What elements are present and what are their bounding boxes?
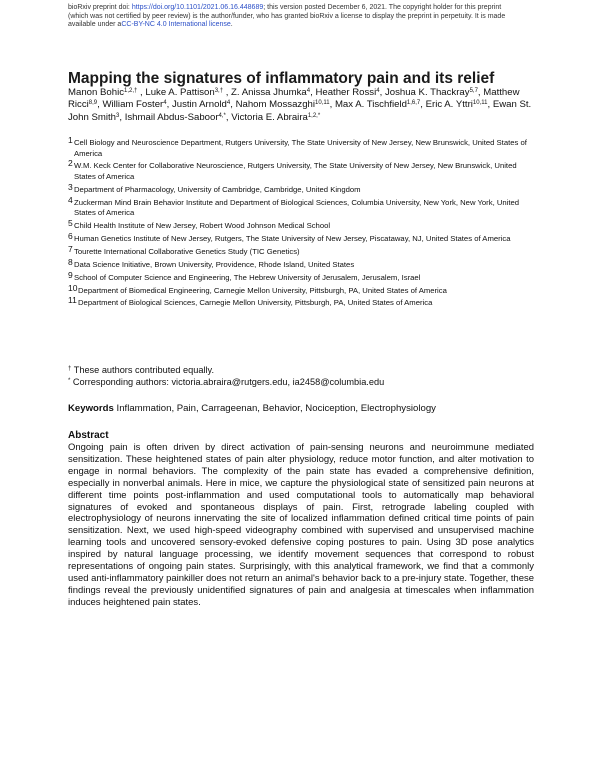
author: Z. Anissa Jhumka$^4$,: [231, 87, 316, 98]
keywords: [68, 403, 534, 415]
affiliation-text: Cell Biology and Neuroscience Department, Rutgers University, The State University of New Jersey, New Brunswick, United States of America: [74, 138, 527, 158]
author: Manon Bohic$^{1,2,\dagger}$ ,: [68, 87, 146, 98]
author: Matthew Ricci$^{8,9}$,: [68, 87, 520, 111]
abstract-heading: Abstract: [68, 430, 109, 441]
author-name: Heather Rossi: [315, 87, 377, 98]
author: [231, 112, 320, 123]
author-affiliation-sup: 3: [116, 112, 120, 119]
header-line-1: bioRxiv preprint doi: https://doi.org/10.1101/2021.06.16.448689; this version posted December 6, 2021. The copyright holder for this preprint: [68, 4, 502, 11]
affiliation-number: 6: [68, 230, 73, 241]
affiliation-number: 10: [68, 282, 78, 293]
affiliation: [68, 135, 534, 159]
paper-title: Mapping the signatures of inflammatory pain and its relief: [68, 70, 495, 87]
doi-link[interactable]: https://doi.org/10.1101/2021.06.16.448689: [131, 4, 264, 11]
author-affiliation-sup: 10,11: [472, 100, 488, 107]
affiliation-text: School of Computer Science and Engineering, The Hebrew University of Jerusalem, Jerusalem, Israel: [74, 272, 421, 282]
affiliation: [68, 218, 534, 232]
corresponding-authors-note: * Corresponding authors: victoria.abraira@rutgers.edu, ia2458@columbia.edu: [68, 377, 385, 387]
preprint-header: [68, 4, 538, 30]
author-name: Nahom Mossazghi: [235, 99, 316, 111]
author: Heather Rossi$^4$,: [315, 87, 385, 98]
affiliation-text: Data Science Initiative, Brown University, Providence, Rhode Island, United States: [74, 259, 355, 269]
author-name: Eric A. Yttri: [425, 99, 473, 111]
affiliation-number: 9: [68, 269, 73, 280]
affiliation-number: 3: [68, 181, 73, 192]
author: Eric A. Yttri$^{10,11}$,: [425, 99, 493, 111]
affiliation-number: 2: [68, 158, 73, 169]
affiliation: [68, 230, 534, 245]
author-name: William Foster: [102, 99, 164, 111]
author-affiliation-sup: 8,9: [88, 100, 98, 107]
author-affiliation-sup: 4: [163, 100, 167, 107]
author-affiliation-sup: 4: [226, 100, 231, 107]
abstract-text: Ongoing pain is often driven by direct activation of pain-sensing neurons and neuroimmune mediated sensitization. These heightened states of pain alter physiology, reduce motor function, and alter motivation to engage in normal behaviors. The complexity of the pain state has evaded a comprehensive definition, especially in nonverbal animals. Here in mice, we capture the physiological state of sensitized pain neurons at different time points post-inflammation and used computational tools to automatically map behavioral signatures of evoked and spontaneous displays of pain. First, retrograde labeling coupled with electrophysiology of neurons innervating the site of localized inflammation defined critical time points of pain sensitization. Next, we used high-speed videography combined with supervised and unsupervised machine learning tools and uncovered sensory-evoked defensive coping postures to pain. Using 3D pose analytics inspired by natural language processing, we identify movement sequences that correspond to robust representations of ongoing pain states. Surprisingly, with this analytical framework, we find that a commonly used anti-inflammatory painkiller does not return an animal's behavior back to a pre-injury state. Together, these findings reveal the previously unidentified signatures of pain and analgesia at timescales when inflammation induces heightened pain states.: [68, 442, 534, 608]
author-name: Manon Bohic: [68, 87, 124, 98]
affiliation-number: 11: [68, 295, 77, 306]
author-affiliation-sup: 1,2,*: [307, 112, 321, 119]
author: Joshua K. Thackray$^{5,7}$,: [384, 87, 484, 98]
author: Ishmail Abdus-Saboor$^{4,*}$,: [124, 111, 232, 123]
author-notes: [68, 364, 534, 388]
author: Max A. Tischfield$^{1,6,7}$,: [334, 99, 426, 111]
affiliation-text: Department of Biological Sciences, Carnegie Mellon University, Pittsburgh, PA, United States of America: [78, 298, 433, 308]
author-name: Luke A. Pattison: [145, 87, 215, 98]
author-list: [68, 87, 534, 124]
author-affiliation-sup: 10,11: [315, 100, 330, 107]
affiliation-number: 1: [68, 135, 73, 145]
author-affiliation-sup: 4: [306, 88, 311, 94]
affiliation-text: Tourette International Collaborative Genetics Study (TIC Genetics): [74, 246, 300, 256]
author: Justin Arnold$^4$,: [171, 99, 236, 111]
affiliation-text: Zuckerman Mind Brain Behavior Institute and Department of Biological Sciences, Columbia University, New York, New York, United States of America: [74, 197, 520, 218]
keywords-text: Inflammation, Pain, Carrageenan, Behavior, Nociception, Electrophysiology: [113, 403, 436, 414]
affiliation-number: 4: [68, 194, 73, 205]
affiliation-number: 7: [68, 243, 73, 254]
affiliation: [68, 194, 534, 219]
author-name: Joshua K. Thackray: [384, 87, 470, 98]
author-affiliation-sup: 4,*: [218, 112, 226, 119]
author: Ewan St. John Smith$^3$,: [68, 99, 532, 123]
author: William Foster$^4$,: [102, 99, 172, 111]
header-line-3: available under aCC-BY-NC 4.0 International license.: [68, 21, 233, 28]
asterisk-mark: *: [68, 378, 71, 384]
affiliation: [68, 243, 534, 258]
affiliation: [68, 158, 534, 182]
author-affiliation-sup: 3,†: [214, 88, 224, 94]
license-link[interactable]: CC-BY-NC 4.0 International license: [121, 21, 231, 28]
author-affiliation-sup: 1,6,7: [406, 100, 421, 107]
affiliation-text: Department of Pharmacology, University of Cambridge, Cambridge, United Kingdom: [74, 184, 361, 194]
affiliation-text: Human Genetics Institute of New Jersey, Rutgers, The State University of New Jersey, Piscataway, NJ, United States of America: [74, 233, 511, 243]
author-name: Ewan St. John Smith: [68, 99, 532, 123]
dagger-mark: †: [68, 366, 72, 372]
header-line-2: (which was not certified by peer review) is the author/funder, who has granted bioRxiv a license to display the preprint in perpetuity. It is made: [68, 12, 506, 20]
affiliation: [68, 181, 534, 196]
keywords-label: Keywords: [68, 403, 114, 414]
affiliation: [68, 256, 534, 271]
author-name: Victoria E. Abraira: [231, 111, 308, 123]
affiliation-text: Department of Biomedical Engineering, Carnegie Mellon University, Pittsburgh, PA, United States of America: [78, 285, 447, 295]
affiliation-list: [68, 135, 534, 311]
affiliation-number: 5: [68, 218, 73, 229]
author-name: Max A. Tischfield: [334, 99, 407, 111]
affiliation: [68, 282, 534, 297]
author-name: Ishmail Abdus-Saboor: [124, 111, 219, 123]
affiliation: [68, 269, 534, 284]
author: Nahom Mossazghi$^{10,11}$,: [235, 99, 335, 111]
affiliation-text: W.M. Keck Center for Collaborative Neuroscience, Rutgers University, The State University of New Jersey, New Brunswick, United States of America: [74, 161, 517, 181]
author-name: Matthew Ricci: [68, 87, 520, 111]
author-affiliation-sup: 4: [376, 88, 380, 94]
equal-contribution-note: † These authors contributed equally.: [68, 365, 215, 375]
author: Luke A. Pattison$^{3,\dagger}$ ,: [145, 87, 232, 98]
abstract: [68, 430, 534, 609]
affiliation-text: Child Health Institute of New Jersey, Robert Wood Johnson Medical School: [74, 221, 331, 231]
author-affiliation-sup: 1,2,†: [124, 88, 138, 94]
author-name: Justin Arnold: [171, 99, 227, 111]
affiliation-number: 8: [68, 256, 73, 267]
author-name: Z. Anissa Jhumka: [231, 87, 307, 98]
affiliation: [68, 295, 534, 309]
author-affiliation-sup: 5,7: [469, 88, 478, 94]
